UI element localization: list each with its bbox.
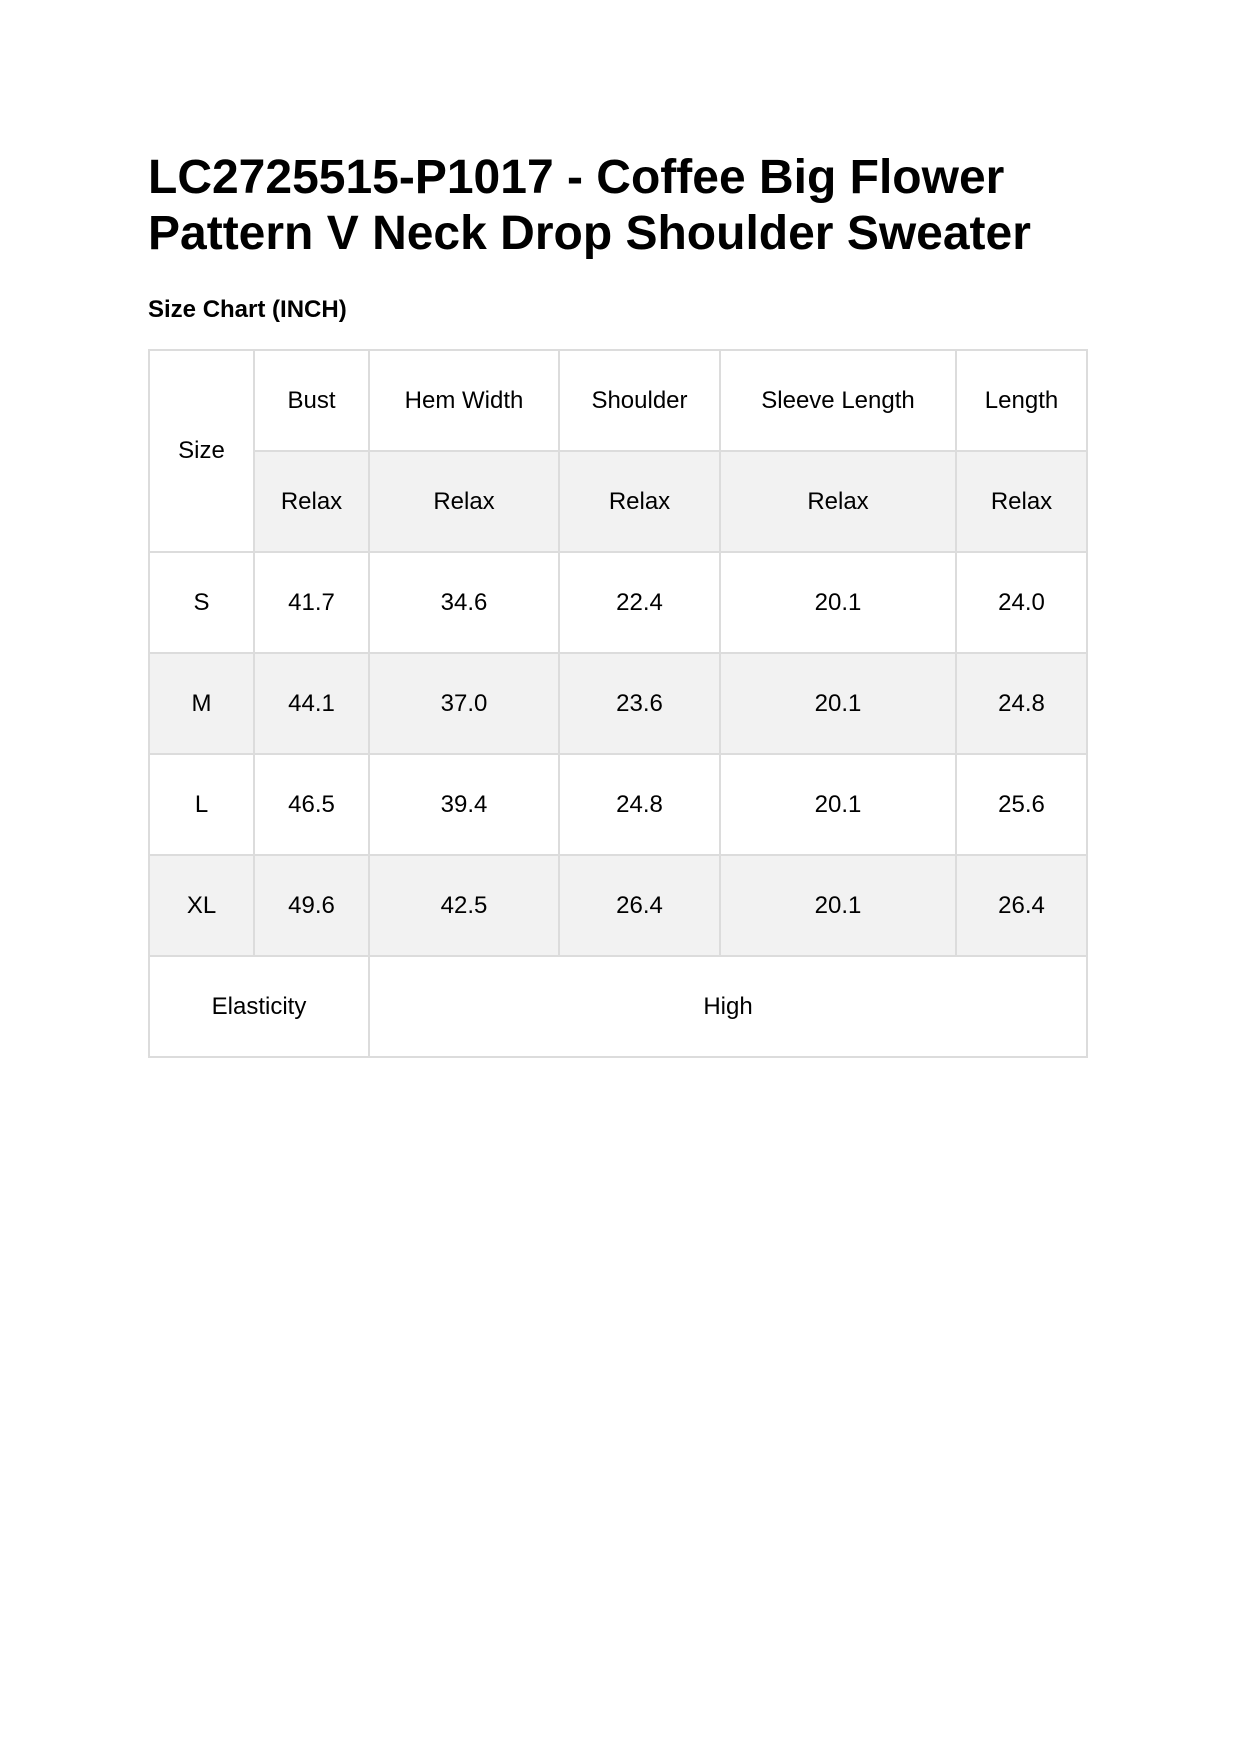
size-header-cell: Size (149, 350, 254, 552)
table-cell: 24.0 (956, 552, 1087, 653)
table-cell: 41.7 (254, 552, 369, 653)
table-cell: 20.1 (720, 754, 956, 855)
table-cell: 39.4 (369, 754, 559, 855)
sub-header-shoulder: Relax (559, 451, 720, 552)
table-row (149, 653, 1087, 754)
size-cell: S (149, 552, 254, 653)
table-cell: 34.6 (369, 552, 559, 653)
sub-header-length: Relax (956, 451, 1087, 552)
elasticity-value: High (369, 956, 1087, 1057)
sub-header-row (149, 451, 1087, 552)
sub-header-sleeve-length: Relax (720, 451, 956, 552)
column-header-hem-width: Hem Width (369, 350, 559, 451)
table-cell: 26.4 (559, 855, 720, 956)
column-header-bust: Bust (254, 350, 369, 451)
table-cell: 24.8 (559, 754, 720, 855)
size-chart-table (148, 349, 1088, 1058)
table-row (149, 855, 1087, 956)
table-cell: 37.0 (369, 653, 559, 754)
column-header-length: Length (956, 350, 1087, 451)
table-cell: 46.5 (254, 754, 369, 855)
column-header-sleeve-length: Sleeve Length (720, 350, 956, 451)
size-chart-heading: Size Chart (INCH) (148, 296, 347, 323)
table-row (149, 754, 1087, 855)
table-cell: 23.6 (559, 653, 720, 754)
table-cell: 49.6 (254, 855, 369, 956)
table-cell: 20.1 (720, 552, 956, 653)
sub-header-hem-width: Relax (369, 451, 559, 552)
elasticity-label: Elasticity (149, 956, 369, 1057)
table-cell: 25.6 (956, 754, 1087, 855)
elasticity-row (149, 956, 1087, 1057)
size-cell: XL (149, 855, 254, 956)
table-cell: 20.1 (720, 855, 956, 956)
size-cell: L (149, 754, 254, 855)
table-row (149, 552, 1087, 653)
table-cell: 22.4 (559, 552, 720, 653)
table-cell: 44.1 (254, 653, 369, 754)
table-cell: 20.1 (720, 653, 956, 754)
table-cell: 24.8 (956, 653, 1087, 754)
page-title: LC2725515-P1017 - Coffee Big Flower Pattern V Neck Drop Shoulder Sweater (148, 151, 1031, 260)
sub-header-bust: Relax (254, 451, 369, 552)
table-cell: 42.5 (369, 855, 559, 956)
header-row (149, 350, 1087, 451)
size-cell: M (149, 653, 254, 754)
column-header-shoulder: Shoulder (559, 350, 720, 451)
table-cell: 26.4 (956, 855, 1087, 956)
